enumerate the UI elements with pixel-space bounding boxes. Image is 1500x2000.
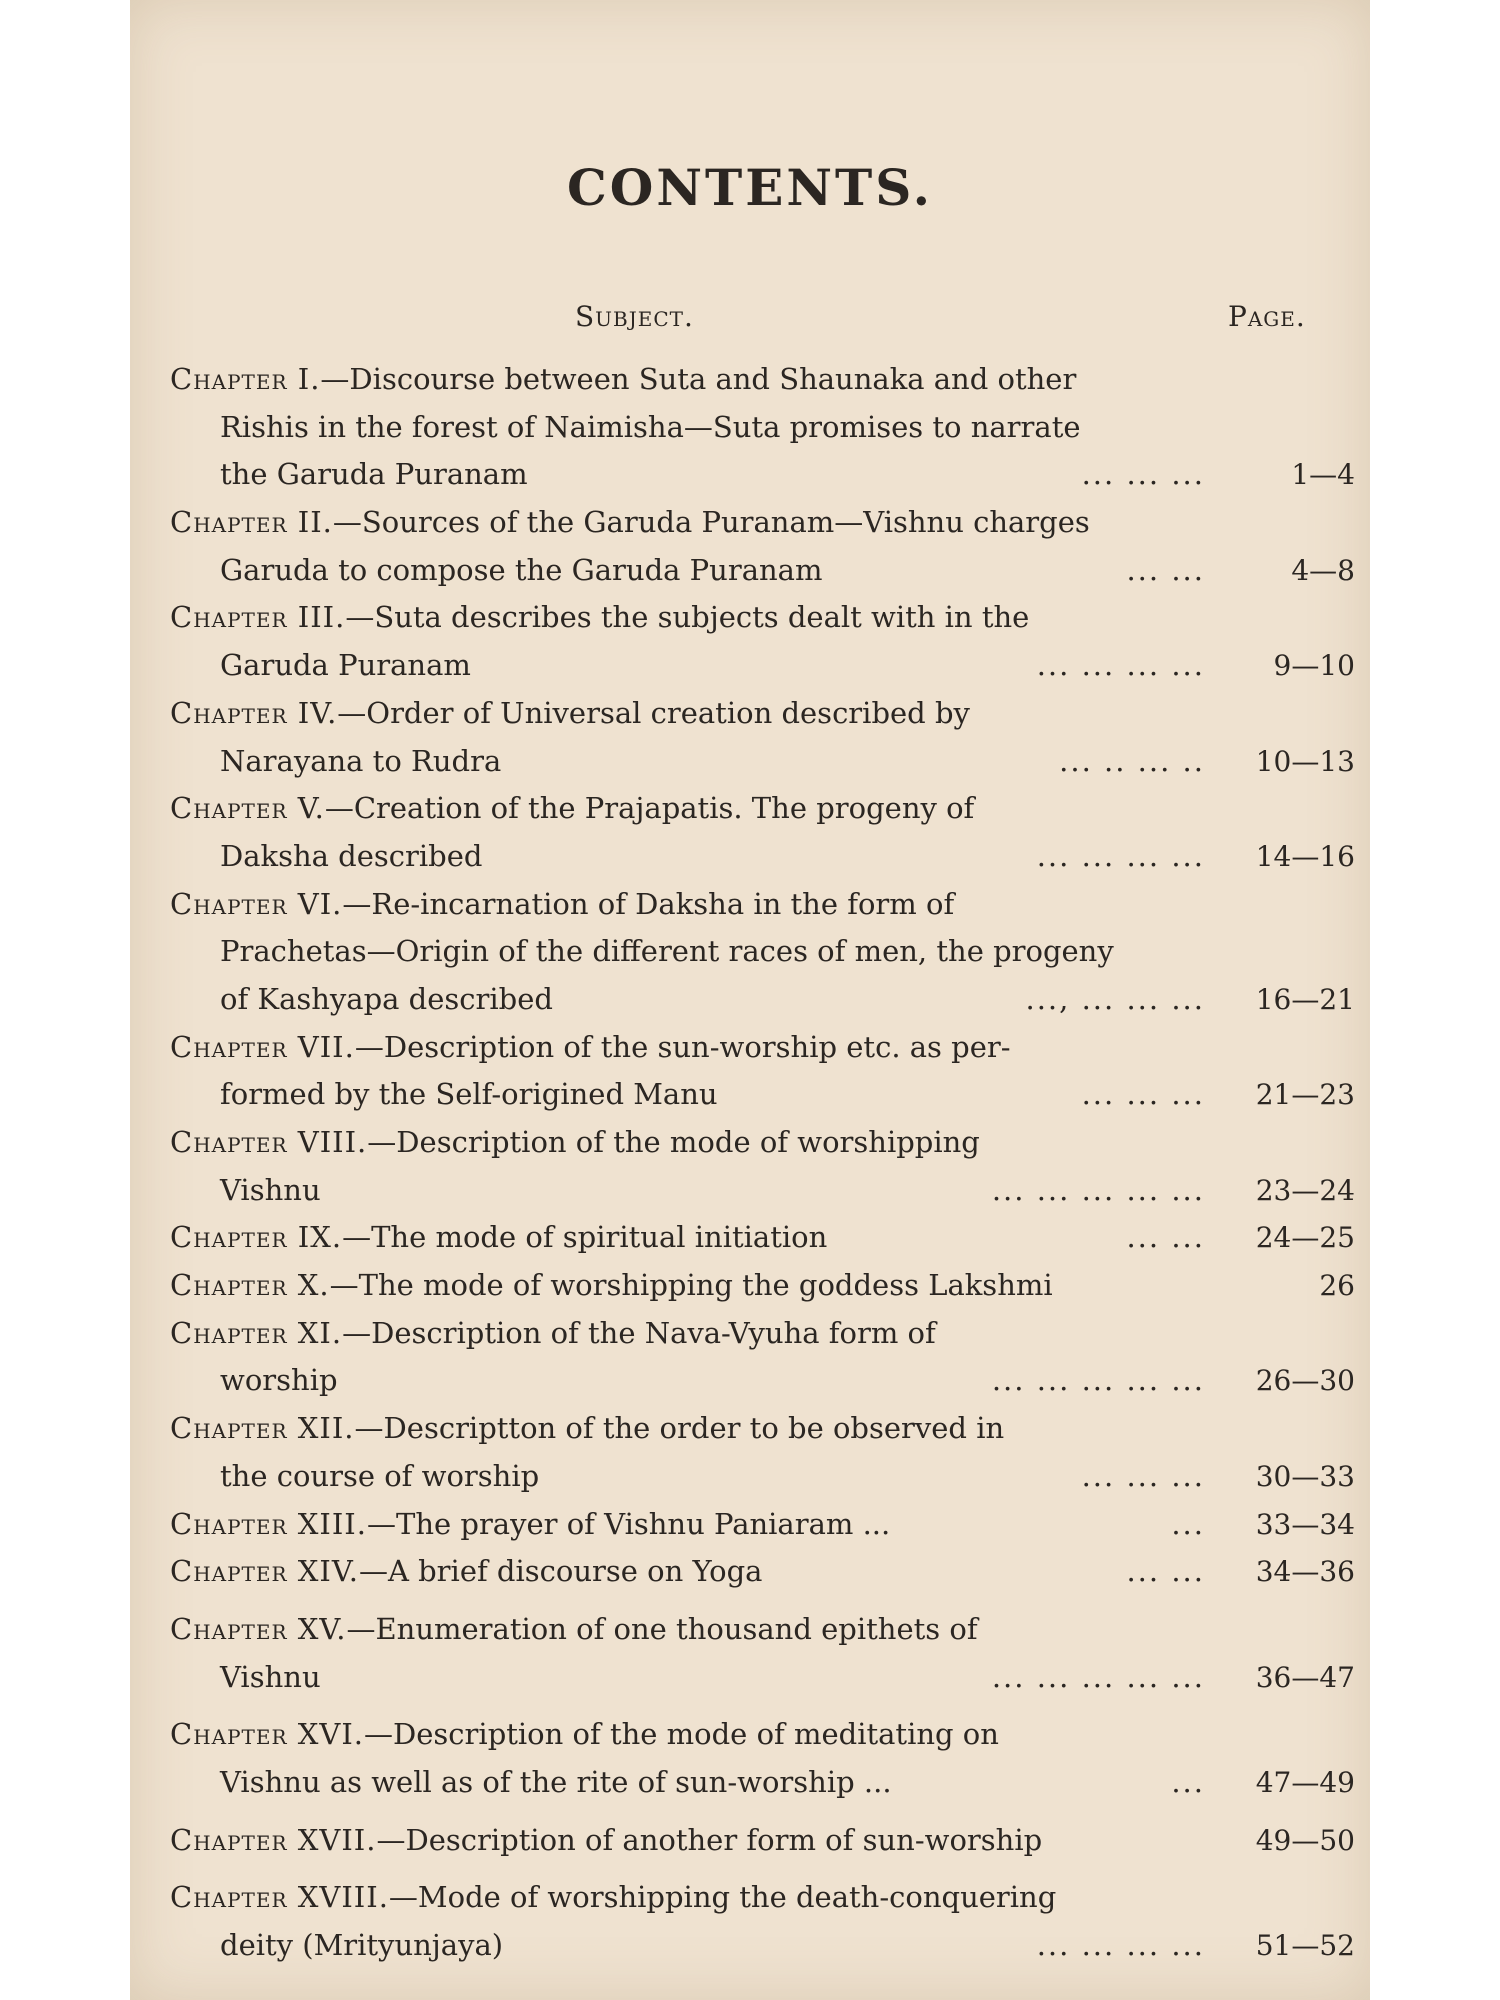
- dot-leader: ...: [1171, 1506, 1205, 1541]
- entry-text: —Descriptton of the order to be observed in: [354, 1411, 1005, 1446]
- entry-line: [170, 1606, 1355, 1654]
- entry-line: [170, 1214, 1355, 1262]
- contents-list: [170, 356, 1355, 1970]
- chapter-label: Chapter XVIII.: [170, 1880, 389, 1915]
- entry-text: —Description of the mode of meditating on: [364, 1717, 999, 1752]
- contents-entry: [170, 1606, 1355, 1701]
- dot-leader: ... ...: [1126, 1220, 1205, 1255]
- chapter-label: Chapter XI.: [170, 1315, 343, 1350]
- dot-leader: ... ...: [1126, 1554, 1205, 1589]
- entry-text: Garuda to compose the Garuda Puranam: [220, 552, 823, 587]
- dot-leader: ... ... ... ...: [1036, 1928, 1205, 1962]
- entry-text: —Order of Universal creation described by: [337, 695, 970, 730]
- entry-text: Vishnu: [220, 1172, 321, 1207]
- contents-entry: [170, 1501, 1355, 1549]
- dot-leader: ..., ... ... ...: [1025, 981, 1205, 1016]
- contents-entry: [170, 1119, 1355, 1214]
- page-range: 33—34: [1255, 1507, 1355, 1541]
- entry-line: [170, 1119, 1355, 1167]
- entry-line: [170, 1262, 1355, 1310]
- entry-line: [170, 690, 1355, 738]
- contents-entry: [170, 356, 1355, 499]
- entry-line: [170, 1922, 1355, 1970]
- entry-line: [170, 1310, 1355, 1358]
- entry-text: —Sources of the Garuda Puranam—Vishnu charges: [332, 505, 1090, 540]
- chapter-label: Chapter VII.: [170, 1029, 355, 1064]
- chapter-label: Chapter IX.: [170, 1220, 343, 1255]
- entry-text: —Description of another form of sun-worship: [376, 1822, 1043, 1857]
- entry-line: [170, 1071, 1355, 1119]
- contents-entry: [170, 1817, 1355, 1865]
- subject-column-header: Subject.: [575, 300, 694, 333]
- contents-entry: [170, 1405, 1355, 1500]
- page-range: 34—36: [1255, 1555, 1355, 1589]
- entry-text: of Kashyapa described: [220, 981, 553, 1016]
- entry-text: —Description of the Nava-Vyuha form of: [342, 1315, 936, 1350]
- entry-text: Narayana to Rudra: [220, 743, 502, 778]
- contents-entry: [170, 1874, 1355, 1969]
- entry-text: —Enumeration of one thousand epithets of: [346, 1611, 978, 1646]
- entry-text: —The mode of spiritual initiation: [342, 1220, 828, 1255]
- entry-text: Prachetas—Origin of the different races of men, the progeny: [220, 934, 1114, 969]
- chapter-label: Chapter X.: [170, 1268, 330, 1303]
- page-range: 14—16: [1255, 839, 1355, 873]
- entry-text: Vishnu as well as of the rite of sun-worship ...: [220, 1764, 892, 1799]
- contents-entry: [170, 1262, 1355, 1310]
- chapter-label: Chapter XVI.: [170, 1717, 365, 1752]
- book-page: [130, 0, 1370, 2000]
- page-range: 10—13: [1255, 744, 1355, 778]
- chapter-label: Chapter I.: [170, 362, 321, 396]
- page-range: 23—24: [1255, 1173, 1355, 1207]
- page-range: 9—10: [1273, 649, 1355, 683]
- entry-text: the course of worship: [220, 1458, 540, 1493]
- page-range: 47—49: [1255, 1765, 1355, 1799]
- contents-entry: [170, 1711, 1355, 1806]
- entry-text: —Suta describes the subjects dealt with in the: [345, 600, 1030, 635]
- dot-leader: ... ... ... ... ...: [991, 1659, 1205, 1694]
- dot-leader: ... ... ... ...: [1036, 838, 1205, 873]
- page-column-header: Page.: [1228, 300, 1306, 333]
- chapter-label: Chapter VI.: [170, 886, 343, 921]
- entry-line: [170, 928, 1355, 976]
- entry-text: —Creation of the Prajapatis. The progeny of: [324, 791, 975, 826]
- chapter-label: Chapter V.: [170, 791, 325, 826]
- entry-line: [170, 1548, 1355, 1596]
- contents-entry: [170, 499, 1355, 594]
- contents-entry: [170, 785, 1355, 880]
- page-range: 49—50: [1255, 1823, 1355, 1857]
- page-range: 21—23: [1255, 1078, 1355, 1112]
- entry-line: [170, 976, 1355, 1024]
- entry-line: [170, 1654, 1355, 1702]
- entry-line: [170, 451, 1355, 499]
- contents-entry: [170, 1024, 1355, 1119]
- page-range: 26: [1319, 1269, 1355, 1303]
- entry-line: [170, 1817, 1355, 1865]
- entry-text: —Re-incarnation of Daksha in the form of: [342, 886, 955, 921]
- entry-line: [170, 642, 1355, 690]
- entry-text: —Mode of worshipping the death-conquering: [388, 1880, 1057, 1915]
- entry-line: [170, 785, 1355, 833]
- entry-line: [170, 1711, 1355, 1759]
- entry-line: [170, 1501, 1355, 1549]
- page-range: 16—21: [1255, 982, 1355, 1016]
- contents-entry: [170, 690, 1355, 785]
- entry-text: Daksha described: [220, 838, 483, 873]
- chapter-label: Chapter II.: [170, 505, 333, 540]
- entry-text: —Discourse between Suta and Shaunaka and other: [320, 362, 1077, 396]
- dot-leader: ... .. ... ..: [1059, 743, 1205, 778]
- entry-text: —The prayer of Vishnu Paniaram ...: [366, 1506, 891, 1541]
- entry-text: —Description of the sun-worship etc. as per-: [354, 1029, 1011, 1064]
- entry-text: —Description of the mode of worshipping: [367, 1125, 980, 1159]
- page-title: CONTENTS.: [566, 158, 933, 217]
- entry-line: [170, 594, 1355, 642]
- chapter-label: Chapter XIV.: [170, 1554, 359, 1589]
- entry-line: [170, 1453, 1355, 1501]
- entry-line: [170, 1405, 1355, 1453]
- entry-text: deity (Mrityunjaya): [220, 1928, 504, 1962]
- chapter-label: Chapter XII.: [170, 1411, 355, 1446]
- dot-leader: ... ... ... ... ...: [991, 1363, 1205, 1398]
- entry-line: [170, 356, 1355, 404]
- entry-line: [170, 1024, 1355, 1072]
- entry-text: Garuda Puranam: [220, 648, 471, 683]
- entry-text: Rishis in the forest of Naimisha—Suta promises to narrate: [220, 409, 1081, 444]
- entry-text: Vishnu: [220, 1659, 321, 1694]
- page-range: 1—4: [1291, 458, 1355, 492]
- dot-leader: ... ... ... ...: [1036, 648, 1205, 683]
- contents-entry: [170, 881, 1355, 1024]
- page-range: 24—25: [1255, 1221, 1355, 1255]
- dot-leader: ... ... ... ... ...: [991, 1172, 1205, 1207]
- dot-leader: ... ... ...: [1081, 1458, 1205, 1493]
- chapter-label: Chapter XVII.: [170, 1822, 377, 1857]
- page-range: 51—52: [1255, 1929, 1355, 1962]
- entry-text: —The mode of worshipping the goddess Lakshmi: [329, 1268, 1053, 1303]
- dot-leader: ...: [1171, 1764, 1205, 1799]
- entry-line: [170, 738, 1355, 786]
- entry-line: [170, 1874, 1355, 1922]
- contents-entry: [170, 594, 1355, 689]
- entry-line: [170, 1759, 1355, 1807]
- entry-text: —A brief discourse on Yoga: [358, 1554, 763, 1589]
- page-range: 30—33: [1255, 1459, 1355, 1493]
- entry-text: worship: [220, 1363, 338, 1398]
- contents-entry: [170, 1214, 1355, 1262]
- dot-leader: ... ... ...: [1081, 1077, 1205, 1112]
- dot-leader: ... ...: [1126, 552, 1205, 587]
- entry-line: [170, 881, 1355, 929]
- page-range: 4—8: [1291, 553, 1355, 587]
- entry-text: formed by the Self-origined Manu: [220, 1077, 718, 1112]
- entry-text: the Garuda Puranam: [220, 457, 528, 492]
- chapter-label: Chapter XIII.: [170, 1506, 367, 1541]
- entry-line: [170, 1357, 1355, 1405]
- chapter-label: Chapter XV.: [170, 1611, 347, 1646]
- entry-line: [170, 499, 1355, 547]
- chapter-label: Chapter IV.: [170, 695, 338, 730]
- page-range: 36—47: [1255, 1660, 1355, 1694]
- dot-leader: ... ... ...: [1081, 457, 1205, 492]
- entry-line: [170, 547, 1355, 595]
- chapter-label: Chapter III.: [170, 600, 346, 635]
- entry-line: [170, 404, 1355, 452]
- entry-line: [170, 833, 1355, 881]
- contents-entry: [170, 1548, 1355, 1596]
- contents-entry: [170, 1310, 1355, 1405]
- chapter-label: Chapter VIII.: [170, 1125, 368, 1159]
- entry-line: [170, 1167, 1355, 1215]
- page-range: 26—30: [1255, 1364, 1355, 1398]
